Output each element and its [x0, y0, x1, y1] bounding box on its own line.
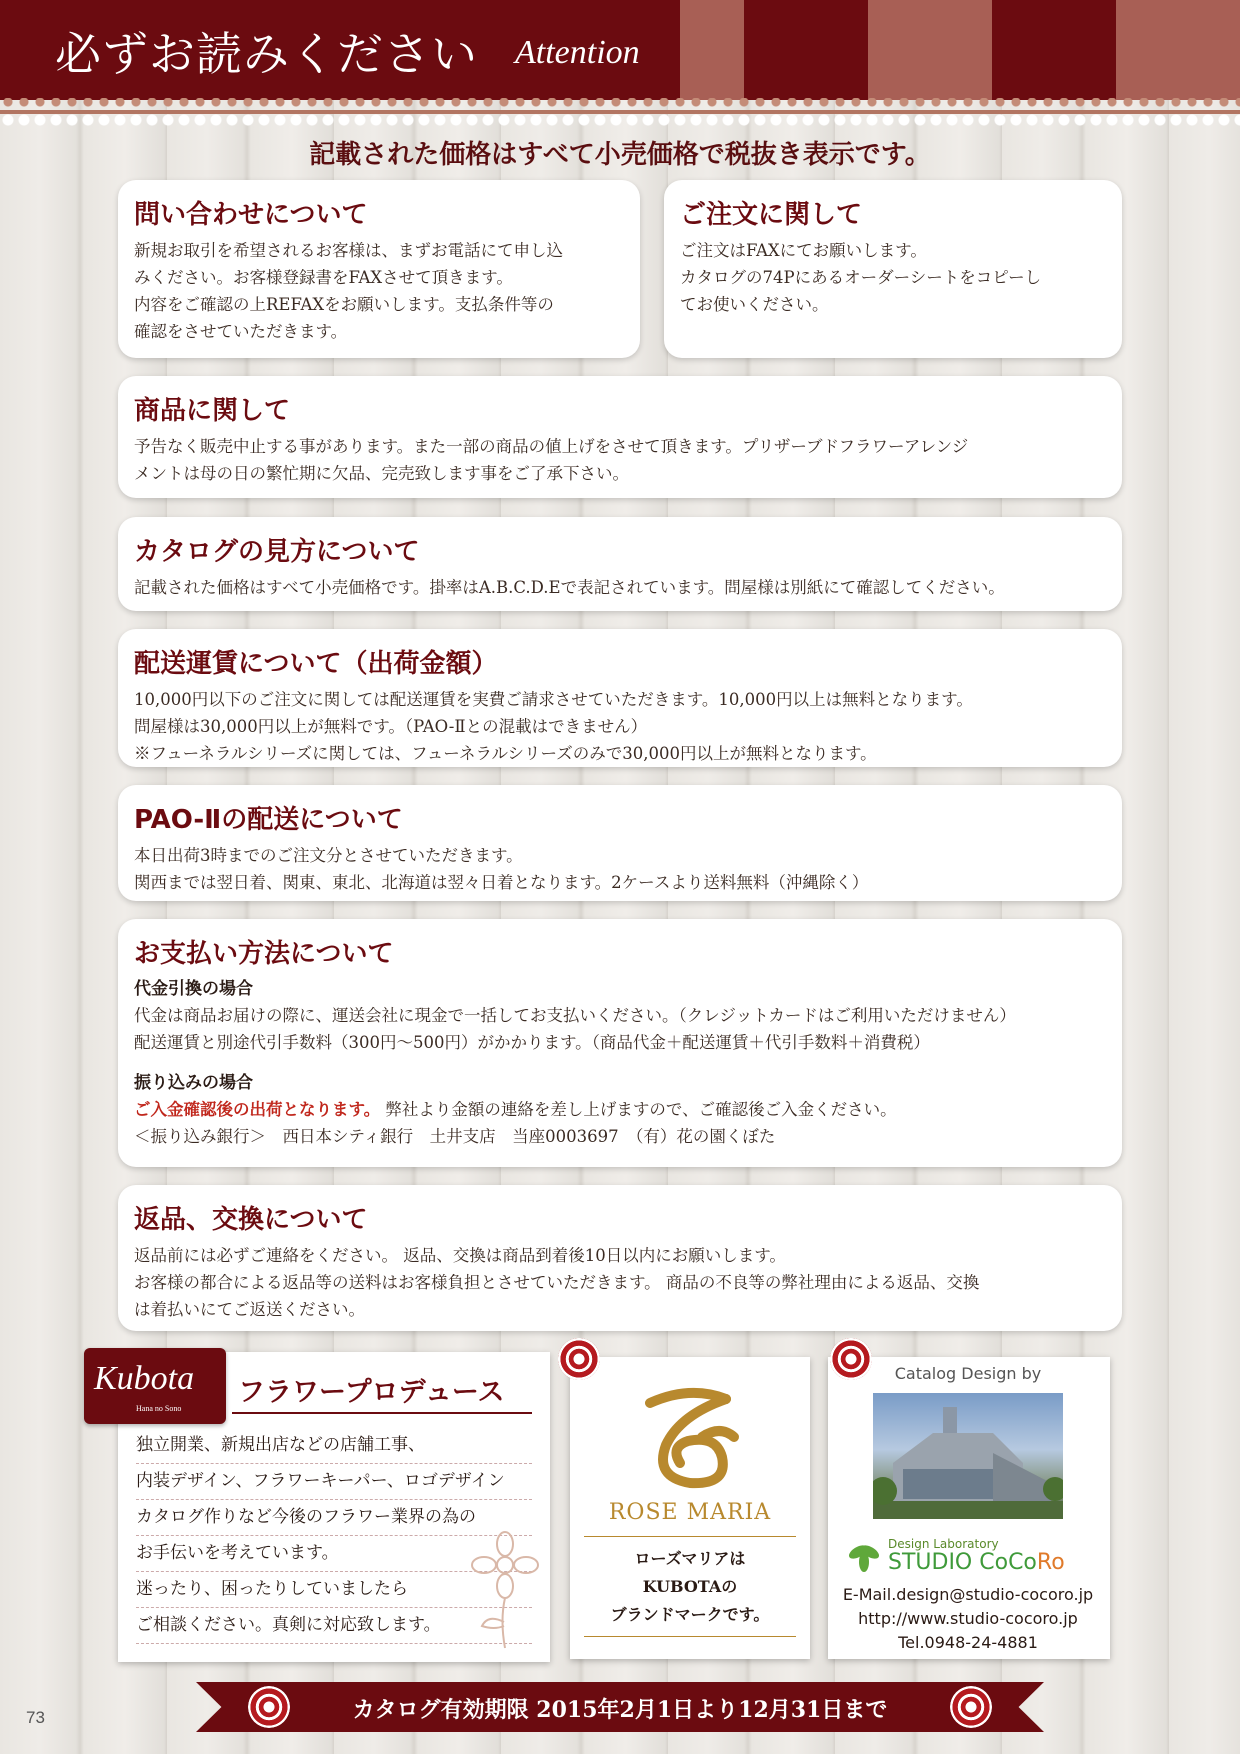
price-notice: 記載された価格はすべて小売価格で税抜き表示です。: [309, 140, 931, 170]
desc-line: ブランドマークです。: [610, 1605, 770, 1624]
lace-border: [0, 98, 1240, 128]
kubota-logo: [84, 1348, 226, 1424]
pao-section: [118, 785, 1122, 901]
section-title: 問い合わせについて: [134, 200, 368, 230]
section-text: 代金は商品お届けの際に、運送会社に現金で一括してお支払いください。（クレジットカードはご利用いただけません）: [134, 1006, 1016, 1025]
shipping-section: [118, 629, 1122, 767]
divider: [232, 1412, 532, 1414]
rose-maria-description: [570, 1545, 810, 1629]
section-text: 本日出荷3時までのご注文分とさせていただきます。: [134, 846, 523, 865]
section-text: メントは母の日の繁忙期に欠品、完売致します事をご了承下さい。: [134, 464, 629, 483]
validity-text: カタログ有効期限 2015年2月1日より12月31日まで: [352, 1697, 888, 1723]
section-text: 確認をさせていただきます。: [134, 322, 348, 341]
section-title: カタログの見方について: [134, 537, 420, 567]
list-item: 独立開業、新規出店などの店舗工事、: [136, 1428, 532, 1464]
kubota-logo-text: Kubota: [94, 1360, 195, 1397]
header-bar: [0, 0, 1240, 100]
page-subtitle: Attention: [515, 34, 640, 71]
section-text: ご注文はFAXにてお願いします。: [680, 241, 927, 260]
page-number: 73: [26, 1708, 45, 1727]
section-text: みください。お客様登録書をFAXさせて頂きます。: [134, 268, 513, 287]
rose-maria-logo-icon: [630, 1385, 750, 1495]
cocoro-logo-main: STUDIO CoCo: [888, 1550, 1037, 1575]
transfer-warning: ご入金確認後の出荷となります。: [134, 1100, 381, 1119]
section-text: 10,000円以下のご注文に関しては配送運賃を実費ご請求させていただきます。10,000円以上は無料となります。: [134, 690, 973, 709]
payment-section: [118, 919, 1122, 1167]
divider: [584, 1536, 796, 1537]
phone-number: Tel.0948-24-4881: [898, 1633, 1038, 1652]
desc-line: KUBOTAの: [642, 1577, 738, 1596]
section-title: PAO-Ⅱの配送について: [134, 805, 403, 835]
cocoro-logo: [888, 1550, 1065, 1575]
section-text: は着払いにてご返送ください。: [134, 1300, 365, 1319]
order-section: [664, 180, 1122, 358]
section-text: カタログの74Pにあるオーダーシートをコピーし: [680, 268, 1042, 287]
cocoro-logo-accent: Ro: [1036, 1550, 1065, 1575]
section-title: 配送運賃について（出荷金額）: [134, 649, 498, 679]
cocoro-logo-sub: Design Laboratory: [888, 1537, 999, 1551]
section-text: 記載された価格はすべて小売価格です。掛率はA.B.C.D.Eで表記されています。問屋様は別紙にて確認してください。: [134, 578, 1005, 597]
website-link[interactable]: http://www.studio-cocoro.jp: [858, 1609, 1078, 1628]
cod-title: 代金引換の場合: [134, 979, 253, 999]
desc-line: ローズマリアは: [634, 1549, 746, 1568]
section-title: ご注文に関して: [680, 200, 863, 230]
bank-info: ＜振り込み銀行＞ 西日本シティ銀行 土井支店 当座0003697 （有）花の園くぼた: [134, 1127, 776, 1146]
section-text: 予告なく販売中止する事があります。また一部の商品の値上げをさせて頂きます。プリザーブドフラワーアレンジ: [134, 437, 969, 456]
section-text: 配送運賃と別途代引手数料（300円～500円）がかかります。（商品代金＋配送運賃＋代引手数料＋消費税）: [134, 1033, 930, 1052]
list-item: 内装デザイン、フラワーキーパー、ロゴデザイン: [136, 1464, 532, 1500]
building-photo: [873, 1393, 1063, 1519]
products-section: [118, 376, 1122, 498]
list-item: ご相談ください。真剣に対応致します。: [136, 1608, 532, 1644]
page-title: 必ずお読みください: [55, 27, 478, 81]
divider: [584, 1636, 796, 1637]
transfer-text: 弊社より金額の連絡を差し上げますので、ご確認後ご入金ください。: [380, 1100, 897, 1119]
section-text: [134, 1096, 1106, 1123]
list-item: 迷ったり、困ったりしていましたら: [136, 1572, 532, 1608]
section-text: 新規お取引を希望されるお客様は、まずお電話にて申し込: [134, 241, 563, 260]
cocoro-contact: [828, 1583, 1108, 1655]
flower-sketch-icon: [470, 1530, 540, 1650]
email-link[interactable]: E-Mail.design@studio-cocoro.jp: [842, 1585, 1094, 1604]
section-title: お支払い方法について: [134, 939, 394, 969]
section-text: お客様の都合による返品等の送料はお客様負担とさせていただきます。 商品の不良等の弊社理由による返品、交換: [134, 1273, 980, 1292]
catalog-section: [118, 517, 1122, 611]
catalog-design-by: Catalog Design by: [894, 1364, 1042, 1383]
inquiry-section: [118, 180, 640, 358]
section-text: てお使いください。: [680, 295, 829, 314]
list-item: カタログ作りなど今後のフラワー業界の為の: [136, 1500, 532, 1536]
section-title: 返品、交換について: [134, 1205, 368, 1235]
transfer-title: 振り込みの場合: [134, 1073, 253, 1093]
section-text: 関西までは翌日着、関東、東北、北海道は翌々日着となります。2ケースより送料無料（沖縄除く）: [134, 873, 869, 892]
section-title: 商品に関して: [134, 396, 291, 426]
rose-icon: [558, 1338, 600, 1380]
list-item: お手伝いを考えています。: [136, 1536, 532, 1572]
rose-maria-name: ROSE MARIA: [608, 1500, 772, 1525]
section-text: ※フューネラルシリーズに関しては、フューネラルシリーズのみで30,000円以上が無料となります。: [134, 744, 877, 763]
kubota-logo-sub: Hana no Sono: [136, 1404, 182, 1413]
section-text: 内容をご確認の上REFAXをお願いします。支払条件等の: [134, 295, 554, 314]
flower-produce-title: フラワープロデュース: [238, 1377, 505, 1408]
returns-section: [118, 1185, 1122, 1331]
leaf-icon: [846, 1538, 882, 1574]
section-text: 問屋様は30,000円以上が無料です。（PAO-Ⅱとの混載はできません）: [134, 717, 648, 736]
section-text: 返品前には必ずご連絡をください。 返品、交換は商品到着後10日以内にお願いします。: [134, 1246, 786, 1265]
